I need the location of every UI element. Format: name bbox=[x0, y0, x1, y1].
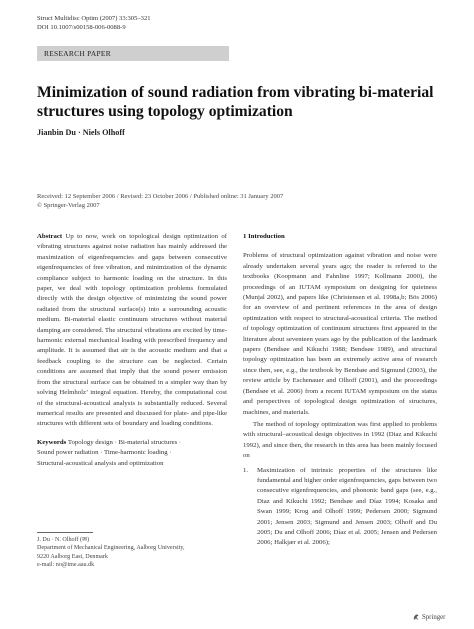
enumerated-item bbox=[243, 466, 437, 549]
right-column bbox=[243, 232, 437, 549]
keywords bbox=[37, 438, 227, 469]
keyword-line: Structural-acoustical analysis and optimization bbox=[37, 459, 164, 467]
article-type-band: RESEARCH PAPER bbox=[37, 46, 229, 61]
journal-citation bbox=[37, 15, 151, 32]
keywords-label: Keywords bbox=[37, 438, 67, 446]
intro-paragraph: The method of topology optimization was first applied to problems with structural–acoustical design objectives in 1992 (Diaz and Kikuchi 1992), and since then, the research in this area has been mainly focused on bbox=[243, 420, 437, 460]
author-list: Jianbin Du · Niels Olhoff bbox=[37, 128, 125, 137]
left-column bbox=[37, 232, 227, 469]
paper-title: Minimization of sound radiation from vibrating bi-material structures using topology optimization bbox=[37, 84, 434, 120]
author-affiliation bbox=[37, 536, 185, 570]
affiliation-line: 9220 Aalborg East, Denmark bbox=[37, 553, 108, 560]
abstract-text: Up to now, work on topological design optimization of vibrating structures against noise radiation has mainly addressed the maximization of eigenfrequencies and gaps between consecutive eigenfrequencies of free vibration, and minimization of the dynamic compliance subject to harmonic loading on the structure. In this paper, we deal with topology optimization problems formulated directly with the design objective of minimizing the sound power radiated from the structural surface(s) into a surrounding acoustic medium. Bi-material elastic continuum structures without material damping are considered. The structural vibrations are excited by time-harmonic external mechanical loading with prescribed frequency and amplitude. It is assumed that air is the acoustic medium and that a feedback coupling to the structure can be neglected. Certain conditions are assumed that imply that the sound power emission from the structural surface can be obtained in a simpler way than by solving Helmholz’ integral equation. Hereby, the computational cost of the structural-acoustical analysis is substantially reduced. Several numerical results are presented and discussed for plate- and pipe-like structures with different sets of boundary and loading conditions. bbox=[37, 233, 228, 428]
section-heading: 1 Introduction bbox=[243, 233, 285, 240]
abstract bbox=[37, 232, 227, 430]
item-text: Maximization of intrinsic properties of the structures like fundamental and higher order eigenfrequencies, gaps between two consecutive eigenfrequencies, and phononic band gaps (see, e.g., Diaz and Kikuchi 1992; Bendsøe and Díaz 1994; Kosaka and Swan 1999; Krog and Olhoff 1999; Pedersen 2000; Sigmund 2001; Jensen 2003; Sigmund and Jensen 2003; Olhoff and Du 2005; Du and Olhoff 2006; Díaz et al. 2005; Jensen and Pedersen 2006; Halkjær et al. 2006); bbox=[257, 466, 437, 547]
journal-line: Struct Multidisc Optim (2007) 33:305–321 bbox=[37, 15, 151, 22]
intro-paragraph: Problems of structural optimization against vibration and noise were already undertaken several years ago; the reader is referred to the textbooks (Koopmann and Fahnline 1997; Kollmann 2000), the proceedings of an IUTAM symposium on designing for quietness (Munjal 2002), and papers like (Christensen et al. 1998a,b; Bös 2006) for an overview of and pertinent references in the area of design optimization with respect to structural-acoustical criteria. The method of topology optimization of continuum structures first appeared in the literature about seventeen years ago by the publication of the landmark papers (Bendsøe and Kikuchi 1988; Bendsøe 1989), and structural topology optimization has been an extremely active area of research since then, see, e.g., the textbook by Bendsøe and Sigmund (2003), the review article by Eschenauer and Olhoff (2001), and the proceedings (Bendsøe et al. 2006) from a recent IUTAM symposium on the status and perspectives of topological design optimization of structures, machines, and materials. bbox=[243, 252, 437, 416]
publisher-mark bbox=[412, 613, 445, 621]
affiliation-line: J. Du · N. Olhoff (✉) bbox=[37, 537, 90, 543]
keyword-line: Topology design · Bi-material structures · bbox=[67, 438, 182, 446]
keyword-line: Sound power radiation · Time-harmonic loading · bbox=[37, 449, 172, 457]
copyright-line: © Springer-Verlag 2007 bbox=[37, 201, 100, 209]
publisher-name: Springer bbox=[422, 613, 446, 621]
affiliation-email[interactable]: e-mail: no@ime.aau.dk bbox=[37, 562, 95, 569]
history-dates: Received: 12 September 2006 / Revised: 23 October 2006 / Published online: 31 January 2007 bbox=[37, 193, 284, 200]
abstract-label: Abstract bbox=[37, 233, 63, 240]
springer-horse-icon bbox=[412, 613, 420, 621]
footnote-divider bbox=[37, 532, 93, 533]
doi-line: DOI 10.1007/s00158-006-0088-9 bbox=[37, 23, 126, 31]
item-number: 1. bbox=[243, 466, 249, 474]
publication-history bbox=[37, 193, 283, 210]
affiliation-line: Department of Mechanical Engineering, Aalborg University, bbox=[37, 545, 185, 552]
